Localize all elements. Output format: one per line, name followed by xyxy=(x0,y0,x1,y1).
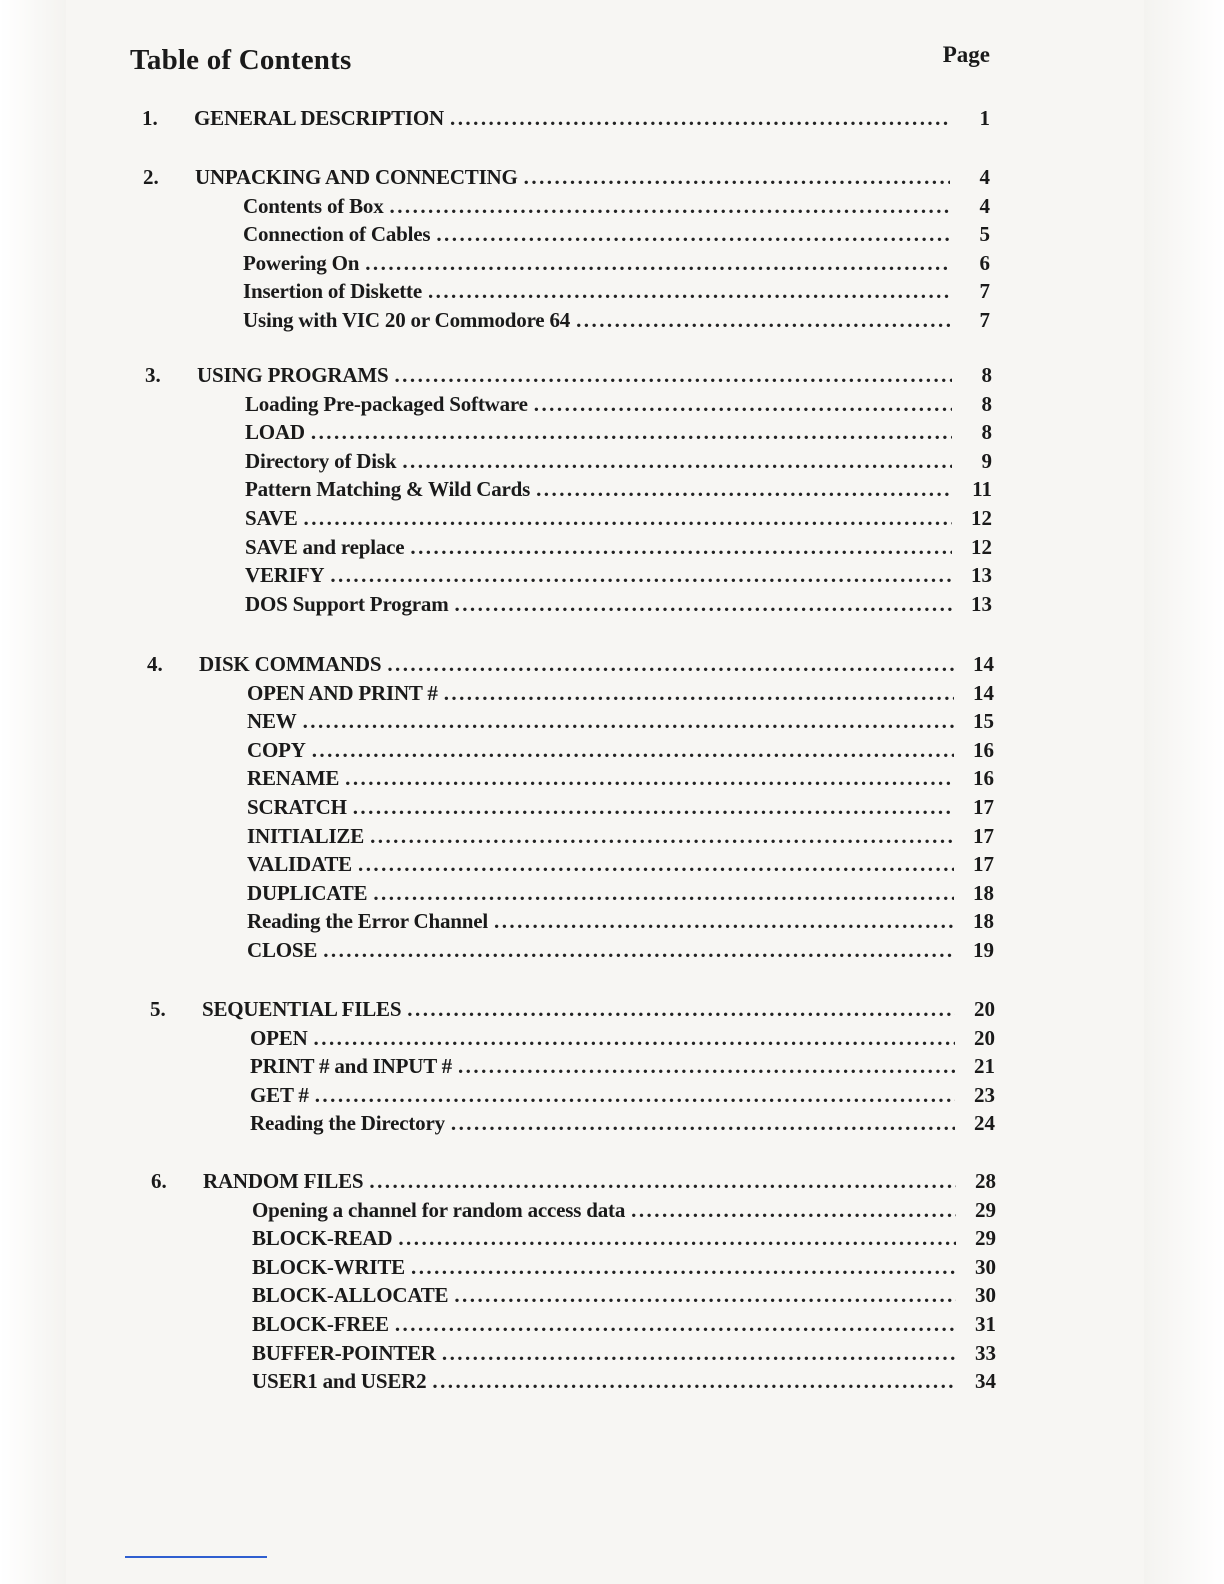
page-number: 6 xyxy=(979,250,990,275)
page-number: 8 xyxy=(981,391,992,416)
item-title: INITIALIZE xyxy=(247,823,365,848)
page-number: 15 xyxy=(973,709,994,734)
dot-leader xyxy=(534,390,952,419)
section-title: RANDOM FILES xyxy=(203,1169,364,1193)
dot-leader xyxy=(304,504,952,533)
dot-leader xyxy=(524,163,950,192)
toc-section-heading xyxy=(145,361,992,390)
item-title: Using with VIC 20 or Commodore 64 xyxy=(243,307,571,332)
toc-item xyxy=(247,707,994,736)
section-number: 5. xyxy=(150,997,166,1021)
page-number: 9 xyxy=(981,448,992,473)
page-number: 31 xyxy=(975,1311,996,1336)
page-number: 14 xyxy=(973,680,994,705)
item-title: VALIDATE xyxy=(247,852,352,877)
dot-leader xyxy=(442,1339,956,1368)
dot-leader xyxy=(390,192,950,221)
toc-section-4 xyxy=(0,650,1224,965)
toc-item xyxy=(247,793,994,822)
dot-leader xyxy=(370,822,954,851)
page-number: 16 xyxy=(973,766,994,791)
dot-leader xyxy=(314,1024,955,1053)
dot-leader xyxy=(353,793,954,822)
section-number: 6. xyxy=(151,1169,167,1193)
section-title: USING PROGRAMS xyxy=(197,363,389,387)
dot-leader xyxy=(394,361,952,390)
toc-item xyxy=(252,1281,996,1310)
item-title: BLOCK-READ xyxy=(252,1226,393,1251)
item-title: OPEN AND PRINT # xyxy=(247,680,438,705)
dot-leader xyxy=(345,764,954,793)
page-number: 30 xyxy=(975,1283,996,1308)
page-number: 13 xyxy=(971,563,992,588)
page-column-heading: Page xyxy=(942,42,990,67)
page-number: 17 xyxy=(973,823,994,848)
item-title: PRINT # and INPUT # xyxy=(250,1054,452,1079)
toc-item xyxy=(245,533,992,562)
item-title: GET # xyxy=(250,1082,309,1107)
item-title: SCRATCH xyxy=(247,794,347,819)
page-number: 14 xyxy=(973,652,994,676)
item-title: Reading the Directory xyxy=(250,1111,445,1136)
item-title: Loading Pre-packaged Software xyxy=(245,391,528,416)
section-title: UNPACKING AND CONNECTING xyxy=(195,165,518,189)
page-number: 20 xyxy=(974,997,995,1021)
item-title: LOAD xyxy=(245,420,305,445)
page-number: 33 xyxy=(975,1340,996,1365)
dot-leader xyxy=(311,418,952,447)
section-number: 1. xyxy=(142,106,158,130)
toc-item xyxy=(247,907,994,936)
dot-leader xyxy=(432,1367,956,1396)
footer-rule xyxy=(125,1556,267,1558)
item-title: BLOCK-ALLOCATE xyxy=(252,1283,449,1308)
dot-leader xyxy=(450,104,950,133)
item-title: DUPLICATE xyxy=(247,880,368,905)
dot-leader xyxy=(411,1253,956,1282)
toc-item xyxy=(243,277,990,306)
page-number: 30 xyxy=(975,1254,996,1279)
section-number: 3. xyxy=(145,363,161,387)
item-title: Insertion of Diskette xyxy=(243,279,422,304)
page-number: 16 xyxy=(973,737,994,762)
dot-leader xyxy=(402,447,952,476)
toc-item xyxy=(245,504,992,533)
page-number: 18 xyxy=(973,909,994,934)
dot-leader xyxy=(494,907,954,936)
toc-item xyxy=(245,447,992,476)
item-title: SAVE xyxy=(245,505,298,530)
toc-item xyxy=(252,1224,996,1253)
dot-leader xyxy=(451,1109,955,1138)
toc-item xyxy=(250,1081,995,1110)
dot-leader xyxy=(365,249,950,278)
dot-leader xyxy=(369,1167,956,1196)
toc-section-heading xyxy=(150,995,995,1024)
page-number: 7 xyxy=(979,279,990,304)
toc-item xyxy=(252,1310,996,1339)
dot-leader xyxy=(303,707,954,736)
toc-item xyxy=(243,220,990,249)
toc-item xyxy=(243,306,990,335)
dot-leader xyxy=(373,879,954,908)
toc-item xyxy=(252,1367,996,1396)
section-title: SEQUENTIAL FILES xyxy=(202,997,402,1021)
toc-item xyxy=(252,1339,996,1368)
toc-item xyxy=(252,1253,996,1282)
item-title: Connection of Cables xyxy=(243,222,431,247)
page-number: 7 xyxy=(979,307,990,332)
item-title: Reading the Error Channel xyxy=(247,909,488,934)
toc-section-heading xyxy=(143,163,990,192)
dot-leader xyxy=(387,650,954,679)
item-title: RENAME xyxy=(247,766,340,791)
page-number: 11 xyxy=(972,477,992,502)
section-title: GENERAL DESCRIPTION xyxy=(194,106,445,130)
toc-item xyxy=(247,736,994,765)
dot-leader xyxy=(407,995,955,1024)
dot-leader xyxy=(410,533,952,562)
dot-leader xyxy=(576,306,950,335)
toc-item xyxy=(247,679,994,708)
page-number: 23 xyxy=(974,1082,995,1107)
toc-section-5 xyxy=(0,995,1224,1138)
page-number: 29 xyxy=(975,1197,996,1222)
toc-item xyxy=(245,390,992,419)
toc-item xyxy=(247,764,994,793)
page-number: 5 xyxy=(979,222,990,247)
page-number: 4 xyxy=(979,165,990,189)
toc-item xyxy=(245,418,992,447)
toc-item xyxy=(247,879,994,908)
item-title: Powering On xyxy=(243,250,360,275)
item-title: OPEN xyxy=(250,1025,308,1050)
dot-leader xyxy=(455,590,953,619)
item-title: COPY xyxy=(247,737,306,762)
item-title: BLOCK-FREE xyxy=(252,1311,389,1336)
item-title: Pattern Matching & Wild Cards xyxy=(245,477,531,502)
dot-leader xyxy=(458,1052,955,1081)
dot-leader xyxy=(454,1281,956,1310)
page-number: 34 xyxy=(975,1369,996,1394)
item-title: CLOSE xyxy=(247,937,318,962)
item-title: DOS Support Program xyxy=(245,591,449,616)
toc-item xyxy=(247,822,994,851)
item-title: BUFFER-POINTER xyxy=(252,1340,436,1365)
toc-item xyxy=(243,249,990,278)
item-title: Directory of Disk xyxy=(245,448,397,473)
page-number: 12 xyxy=(971,505,992,530)
toc-section-heading xyxy=(142,104,990,133)
page-number: 1 xyxy=(979,106,990,130)
toc-section-heading xyxy=(147,650,994,679)
toc-item xyxy=(250,1109,995,1138)
toc-item xyxy=(252,1196,996,1225)
page-number: 12 xyxy=(971,534,992,559)
section-number: 4. xyxy=(147,652,163,676)
toc-section-heading xyxy=(151,1167,996,1196)
item-title: SAVE and replace xyxy=(245,534,405,559)
page-number: 18 xyxy=(973,880,994,905)
dot-leader xyxy=(312,736,954,765)
toc-item xyxy=(247,850,994,879)
item-title: NEW xyxy=(247,709,297,734)
item-title: Contents of Box xyxy=(243,193,384,218)
item-title: USER1 and USER2 xyxy=(252,1369,427,1394)
page-number: 19 xyxy=(973,937,994,962)
section-number: 2. xyxy=(143,165,159,189)
dot-leader xyxy=(631,1196,956,1225)
toc-item xyxy=(243,192,990,221)
page-number: 4 xyxy=(979,193,990,218)
dot-leader xyxy=(315,1081,955,1110)
dot-leader xyxy=(436,220,950,249)
toc-title: Table of Contents xyxy=(130,44,352,76)
item-title: VERIFY xyxy=(245,563,325,588)
toc-item xyxy=(245,590,992,619)
toc-item xyxy=(247,936,994,965)
toc-item xyxy=(245,561,992,590)
page-number: 8 xyxy=(981,363,992,387)
page-number: 21 xyxy=(974,1054,995,1079)
dot-leader xyxy=(398,1224,956,1253)
dot-leader xyxy=(536,475,952,504)
toc-section-3 xyxy=(0,361,1224,618)
page-number: 28 xyxy=(975,1169,996,1193)
page-number: 20 xyxy=(974,1025,995,1050)
dot-leader xyxy=(358,850,954,879)
toc-item xyxy=(245,475,992,504)
page-number: 17 xyxy=(973,852,994,877)
dot-leader xyxy=(428,277,950,306)
page-number: 8 xyxy=(981,420,992,445)
toc-section-6 xyxy=(0,1167,1224,1396)
dot-leader xyxy=(323,936,954,965)
page-number: 29 xyxy=(975,1226,996,1251)
dot-leader xyxy=(395,1310,956,1339)
toc-item xyxy=(250,1024,995,1053)
page-number: 24 xyxy=(974,1111,995,1136)
item-title: Opening a channel for random access data xyxy=(252,1197,626,1222)
toc-section-1 xyxy=(0,104,1224,133)
page-number: 17 xyxy=(973,794,994,819)
toc-section-2 xyxy=(0,163,1224,335)
dot-leader xyxy=(444,679,954,708)
section-title: DISK COMMANDS xyxy=(199,652,382,676)
item-title: BLOCK-WRITE xyxy=(252,1254,405,1279)
toc-item xyxy=(250,1052,995,1081)
page-number: 13 xyxy=(971,591,992,616)
dot-leader xyxy=(330,561,952,590)
